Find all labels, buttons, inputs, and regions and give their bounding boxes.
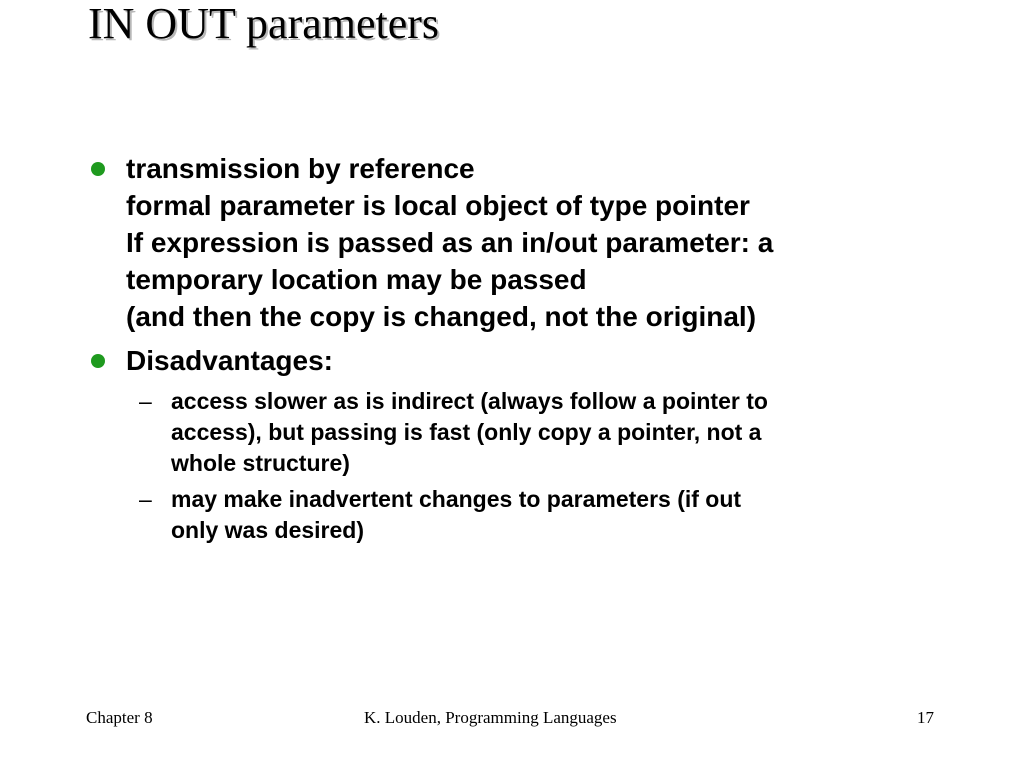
sub-bullet-1-line: access), but passing is fast (only copy a pointer, not a — [171, 419, 762, 445]
bullet-2-line: Disadvantages: — [126, 345, 333, 376]
bullet-1-text — [126, 150, 773, 335]
footer-page-number: 17 — [917, 708, 934, 727]
sub-bullet-1-line: access slower as is indirect (always follow a pointer to — [171, 388, 768, 414]
bullet-1-line: transmission by reference — [126, 153, 475, 184]
sub-bullet-2-line: may make inadvertent changes to parameters (if out — [171, 486, 742, 512]
footer-author-title: K. Louden, Programming Languages — [364, 708, 617, 727]
footer-chapter: Chapter 8 — [86, 708, 153, 727]
bullet-dot-icon — [91, 162, 105, 176]
bullet-1-line: formal parameter is local object of type pointer — [126, 190, 750, 221]
sub-bullet-1-text — [171, 386, 768, 479]
sub-bullet-dash-icon: – — [139, 388, 152, 414]
sub-bullet-2-text — [171, 484, 741, 546]
sub-bullet-dash-icon: – — [139, 486, 152, 512]
bullet-1-line: If expression is passed as an in/out parameter: a — [126, 227, 774, 258]
bullet-dot-icon — [91, 354, 105, 368]
sub-bullet-1-line: whole structure) — [171, 450, 350, 476]
bullet-1-line: (and then the copy is changed, not the original) — [126, 301, 757, 332]
sub-bullet-2-line: only was desired) — [171, 517, 365, 543]
bullet-2-text — [126, 342, 333, 379]
slide-title: IN OUT parameters — [88, 0, 440, 48]
bullet-1-line: temporary location may be passed — [126, 264, 587, 295]
